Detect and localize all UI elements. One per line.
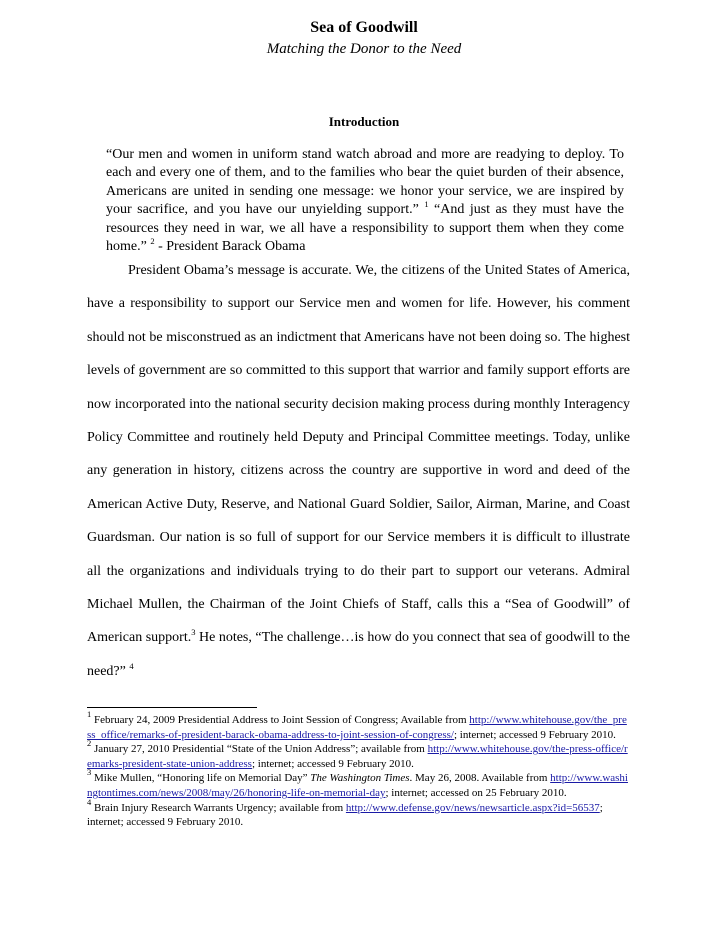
- footnote-link[interactable]: http://www.whitehouse.gov/the_press_office/remarks-of-president-barack-obama-address-to-joint-session-of-congress/: [87, 714, 627, 741]
- footnote-text: January 27, 2010 Presidential “State of the Union Address”; available from: [91, 743, 428, 756]
- footnote-text: ; internet; accessed on 25 February 2010.: [385, 786, 567, 799]
- paragraph-text: President Obama’s message is accurate. We, the citizens of the United States of America, have a responsibility to support our Service men and women for life. However, his comment should not be misconstrued as an indictment that Americans have not been doing so. The highest levels of government are so committed to this support that warrior and family support efforts are now incorporated into the national security decision making process during monthly Interagency Policy Committee and routinely held Deputy and Principal Committee meetings. Today, unlike any generation in history, citizens across the country are supportive in word and deed of the American Active Duty, Reserve, and National Guard Soldier, Sailor, Airman, Marine, and Coast Guardsman. Our nation is so full of support for our Service members it is difficult to illustrate all the organizations and individuals trying to do their part to support our veterans. Admiral Michael Mullen, the Chairman of the Joint Chiefs of Staff, calls this a “Sea of Goodwill” of American support.: [87, 263, 630, 646]
- footnote-link[interactable]: http://www.defense.gov/news/newsarticle.aspx?id=56537: [345, 801, 600, 814]
- document-subtitle: Matching the Donor to the Need: [266, 41, 462, 57]
- quote-attribution: - President Barack Obama: [154, 239, 306, 255]
- footnote-text: ; internet; accessed 9 February 2010.: [453, 728, 616, 741]
- footnote-link[interactable]: http://www.whitehouse.gov/the-press-office/remarks-president-state-union-address: [87, 743, 628, 770]
- footnote-text: ; internet; accessed 9 February 2010.: [87, 801, 603, 829]
- footnote-4: [87, 796, 630, 830]
- paragraph-text: He notes, “The challenge…is how do you connect that sea of goodwill to the need?”: [87, 630, 630, 679]
- footnote-3: [87, 767, 630, 800]
- footnote-ref[interactable]: 3: [191, 627, 196, 638]
- footnote-2: [87, 738, 630, 771]
- footnote-divider: [87, 707, 257, 708]
- footnote-link[interactable]: http://www.washingtontimes.com/news/2008/may/26/honoring-life-on-memorial-day: [87, 772, 628, 799]
- quote-text: “And just as they must have the resources they need in war, we all have a responsibility to support them when they come home.”: [106, 202, 624, 255]
- footnote-ref[interactable]: 1: [424, 199, 429, 210]
- footnote-text: Mike Mullen, “Honoring life on Memorial Day”: [91, 772, 311, 785]
- publication-title: The Washington Times: [310, 772, 410, 785]
- block-quote: [106, 146, 624, 256]
- footnote-text: . May 26, 2008. Available from: [409, 772, 551, 785]
- footnote-ref[interactable]: 4: [129, 660, 134, 671]
- body-paragraph: [87, 254, 630, 688]
- footnote-text: ; internet; accessed 9 February 2010.: [251, 757, 414, 770]
- footnote-1: [87, 709, 630, 742]
- quote-text: “Our men and women in uniform stand watch abroad and more are readying to deploy. To each and every one of them, and to the families who bear the quiet burden of their absence, Americans are united in sending one message: we honor your service, we are inspired by your sacrifice, and you have our unyielding support.”: [106, 147, 624, 218]
- footnote-number: 4: [87, 796, 92, 807]
- footnote-number: 3: [87, 767, 92, 778]
- footnote-ref[interactable]: 2: [150, 236, 155, 247]
- footnote-text: Brain Injury Research Warrants Urgency; available from: [91, 801, 346, 814]
- footnotes: [87, 709, 630, 830]
- footnote-number: 1: [87, 709, 92, 719]
- section-heading: Introduction: [328, 114, 400, 129]
- footnote-number: 2: [87, 738, 92, 749]
- footnote-text: February 24, 2009 Presidential Address to Joint Session of Congress; Available from: [91, 714, 470, 726]
- document-title: Sea of Goodwill: [310, 19, 418, 36]
